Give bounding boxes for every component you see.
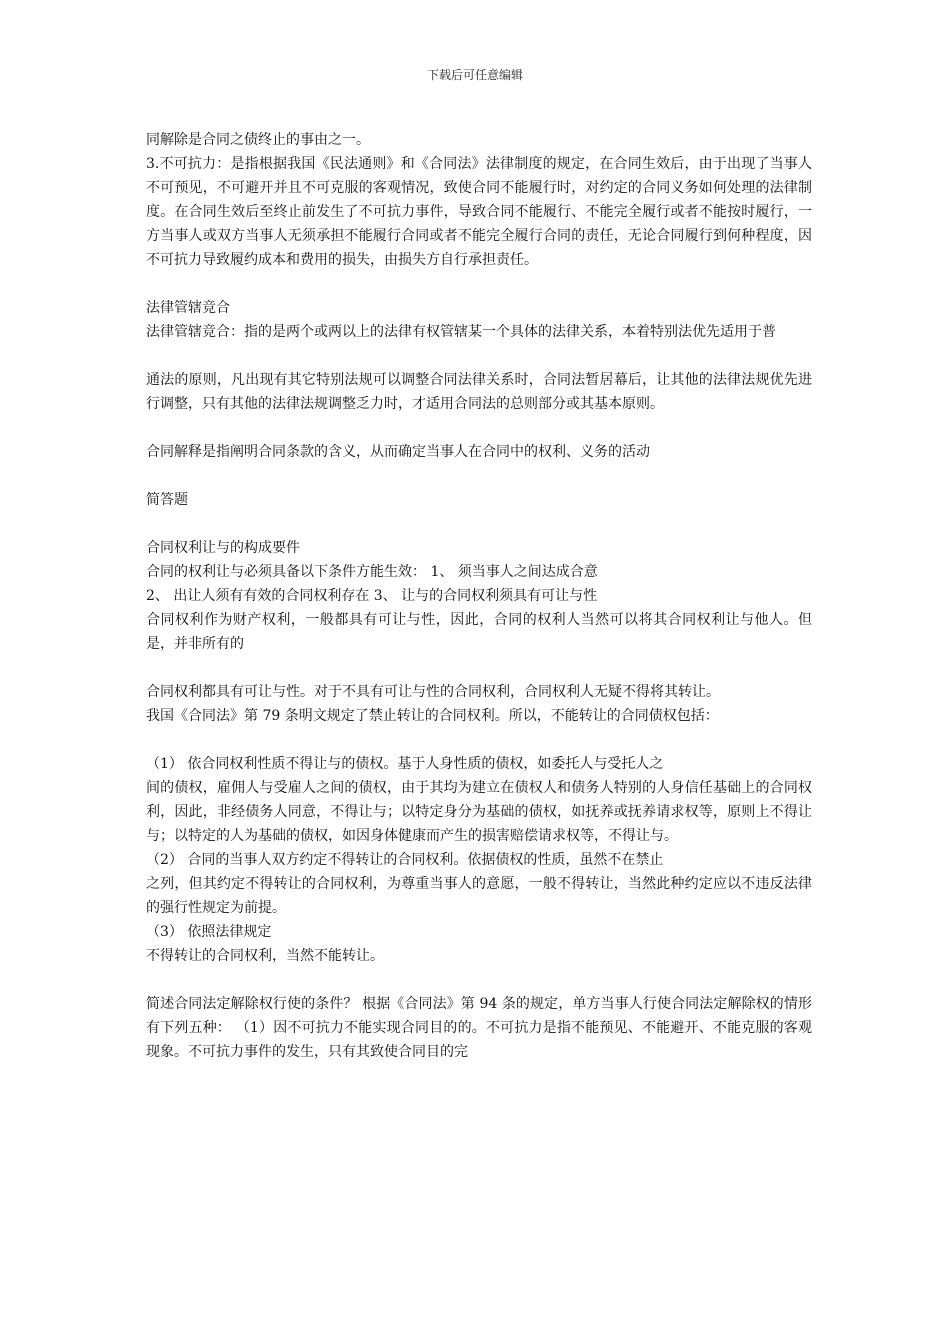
document-body <box>146 128 812 1064</box>
paragraph: 2、 出让人须有有效的合同权利存在 3、 让与的合同权利须具有可让与性 <box>146 588 598 604</box>
paragraph: 3.不可抗力：是指根据我国《民法通则》和《合同法》法律制度的规定，在合同生效后，由于出现了当事人不可预见，不可避开并且不可克服的客观情况，致使合同不能履行时，对约定的合同义务如何处理的法律制度。在合同生效后至终止前发生了不可抗力事件，导致合同不能履行、不能完全履行或者不能按时履行，一方当事人或双方当事人无须承担不能履行合同或者不能完全履行合同的责任，无论合同履行到何种程度，因不可抗力导致履约成本和费用的损失，由损失方自行承担责任。 <box>146 156 812 268</box>
page-header: 下载后可任意编辑 <box>426 68 523 82</box>
section-heading: 简答题 <box>146 492 188 508</box>
paragraph: 间的债权，雇佣人与受雇人之间的债权，由于其均为建立在债权人和债务人特别的人身信任基础上的合同权利，因此，非经债务人同意，不得让与；以特定身分为基础的债权，如抚养或抚养请求权等，原则上不得让与；以特定的人为基础的债权，如因身体健康而产生的损害赔偿请求权等，不得让与。 <box>146 780 812 844</box>
paragraph: 我国《合同法》第 79 条明文规定了禁止转让的合同权利。所以，不能转让的合同债权包括： <box>146 708 719 724</box>
paragraph: 简述合同法定解除权行使的条件？ 根据《合同法》第 94 条的规定，单方当事人行使合同法定解除权的情形有下列五种： （1）因不可抗力不能实现合同目的的。不可抗力是指不能预见、不能避开、不能克服的客观现象。不可抗力事件的发生，只有其致使合同目的完 <box>146 996 812 1060</box>
section-heading: 合同权利让与的构成要件 <box>146 540 300 556</box>
paragraph: 法律管辖竞合：指的是两个或两以上的法律有权管辖某一个具体的法律关系，本着特别法优先适用于普 <box>146 324 776 340</box>
paragraph: 合同的权利让与必须具备以下条件方能生效： 1、 须当事人之间达成合意 <box>146 564 598 580</box>
paragraph: 不得转让的合同权利，当然不能转让。 <box>146 948 384 964</box>
paragraph: 合同解释是指阐明合同条款的含义，从而确定当事人在合同中的权利、义务的活动 <box>146 444 650 460</box>
paragraph: 同解除是合同之债终止的事由之一。 <box>146 132 370 148</box>
section-heading: 法律管辖竞合 <box>146 300 230 316</box>
paragraph: 通法的原则，凡出现有其它特别法规可以调整合同法律关系时，合同法暂居幕后，让其他的法律法规优先进行调整，只有其他的法律法规调整乏力时，才适用合同法的总则部分或其基本原则。 <box>146 372 812 412</box>
list-item: （3） 依照法律规定 <box>146 924 272 940</box>
list-item: （1） 依合同权利性质不得让与的债权。基于人身性质的债权，如委托人与受托人之 <box>146 756 664 772</box>
paragraph: 合同权利都具有可让与性。对于不具有可让与性的合同权利，合同权利人无疑不得将其转让。 <box>146 684 720 700</box>
paragraph: 之列，但其约定不得转让的合同权利，为尊重当事人的意愿，一般不得转让，当然此种约定应以不违反法律的强行性规定为前提。 <box>146 876 812 916</box>
paragraph: 合同权利作为财产权利，一般都具有可让与性，因此，合同的权利人当然可以将其合同权利让与他人。但是，并非所有的 <box>146 612 812 652</box>
list-item: （2） 合同的当事人双方约定不得转让的合同权利。依据债权的性质，虽然不在禁止 <box>146 852 664 868</box>
